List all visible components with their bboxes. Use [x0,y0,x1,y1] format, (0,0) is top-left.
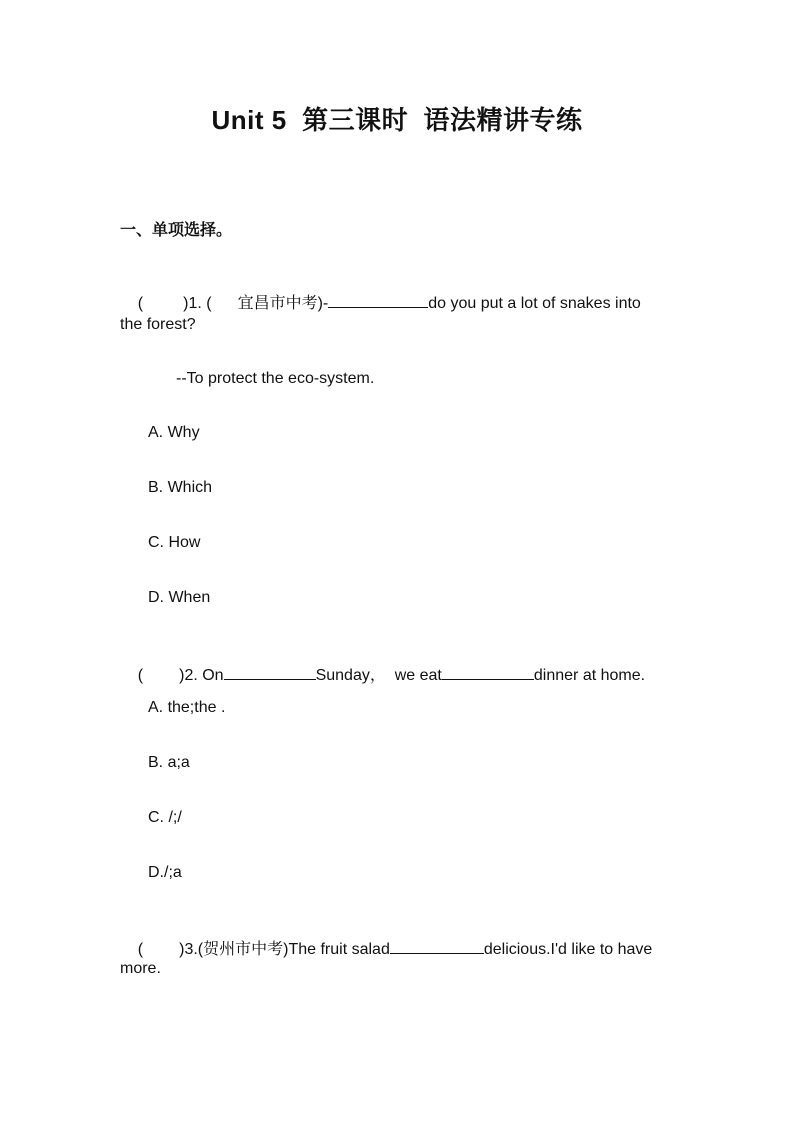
question-2-option-a: A. the;the . [148,699,226,716]
question-2-blank-2 [442,664,534,680]
question-1-stem-line2: the forest? [120,316,196,333]
question-2-blank-1 [224,664,316,680]
question-3-number: )3.( [179,941,204,958]
question-3-lead: )The fruit salad [283,941,390,958]
question-2-number: )2. On [179,667,224,684]
question-1-option-a: A. Why [148,424,200,441]
question-2-middle: Sunday， we eat [315,667,442,684]
question-1-option-d: D. When [148,589,211,606]
question-1-lead: )- [317,295,329,312]
question-2-option-b: B. a;a [148,754,190,771]
question-1-source: 宜昌市中考 [237,295,318,312]
question-1-option-c: C. How [148,534,201,551]
question-1-stem [120,272,641,334]
question-2-option-d: D./;a [148,864,182,881]
question-1-option-b: B. Which [148,479,213,496]
question-2-stem-text: dinner at home. [533,667,646,684]
question-3-stem-line2: more. [120,960,161,977]
question-1-blank [328,292,428,308]
question-3-blank [390,938,484,954]
page-title: Unit 5 第三课时 语法精讲专练 [211,105,583,135]
question-3-open-paren: ( [137,941,144,958]
question-2-stem [120,644,645,706]
section-heading: 一、单项选择。 [120,222,233,239]
question-2-option-c: C. /;/ [148,809,182,826]
question-3-source: 贺州市中考 [203,941,284,958]
question-3-stem-text: delicious.I'd like to have [483,941,653,958]
question-1-stem-text: do you put a lot of snakes into [428,295,641,312]
question-3-stem [120,918,652,980]
question-2-open-paren: ( [137,667,144,684]
question-1-number: )1. ( [183,295,212,312]
question-1-answer-line: --To protect the eco-system. [176,370,375,387]
question-1-open-paren: ( [137,295,144,312]
